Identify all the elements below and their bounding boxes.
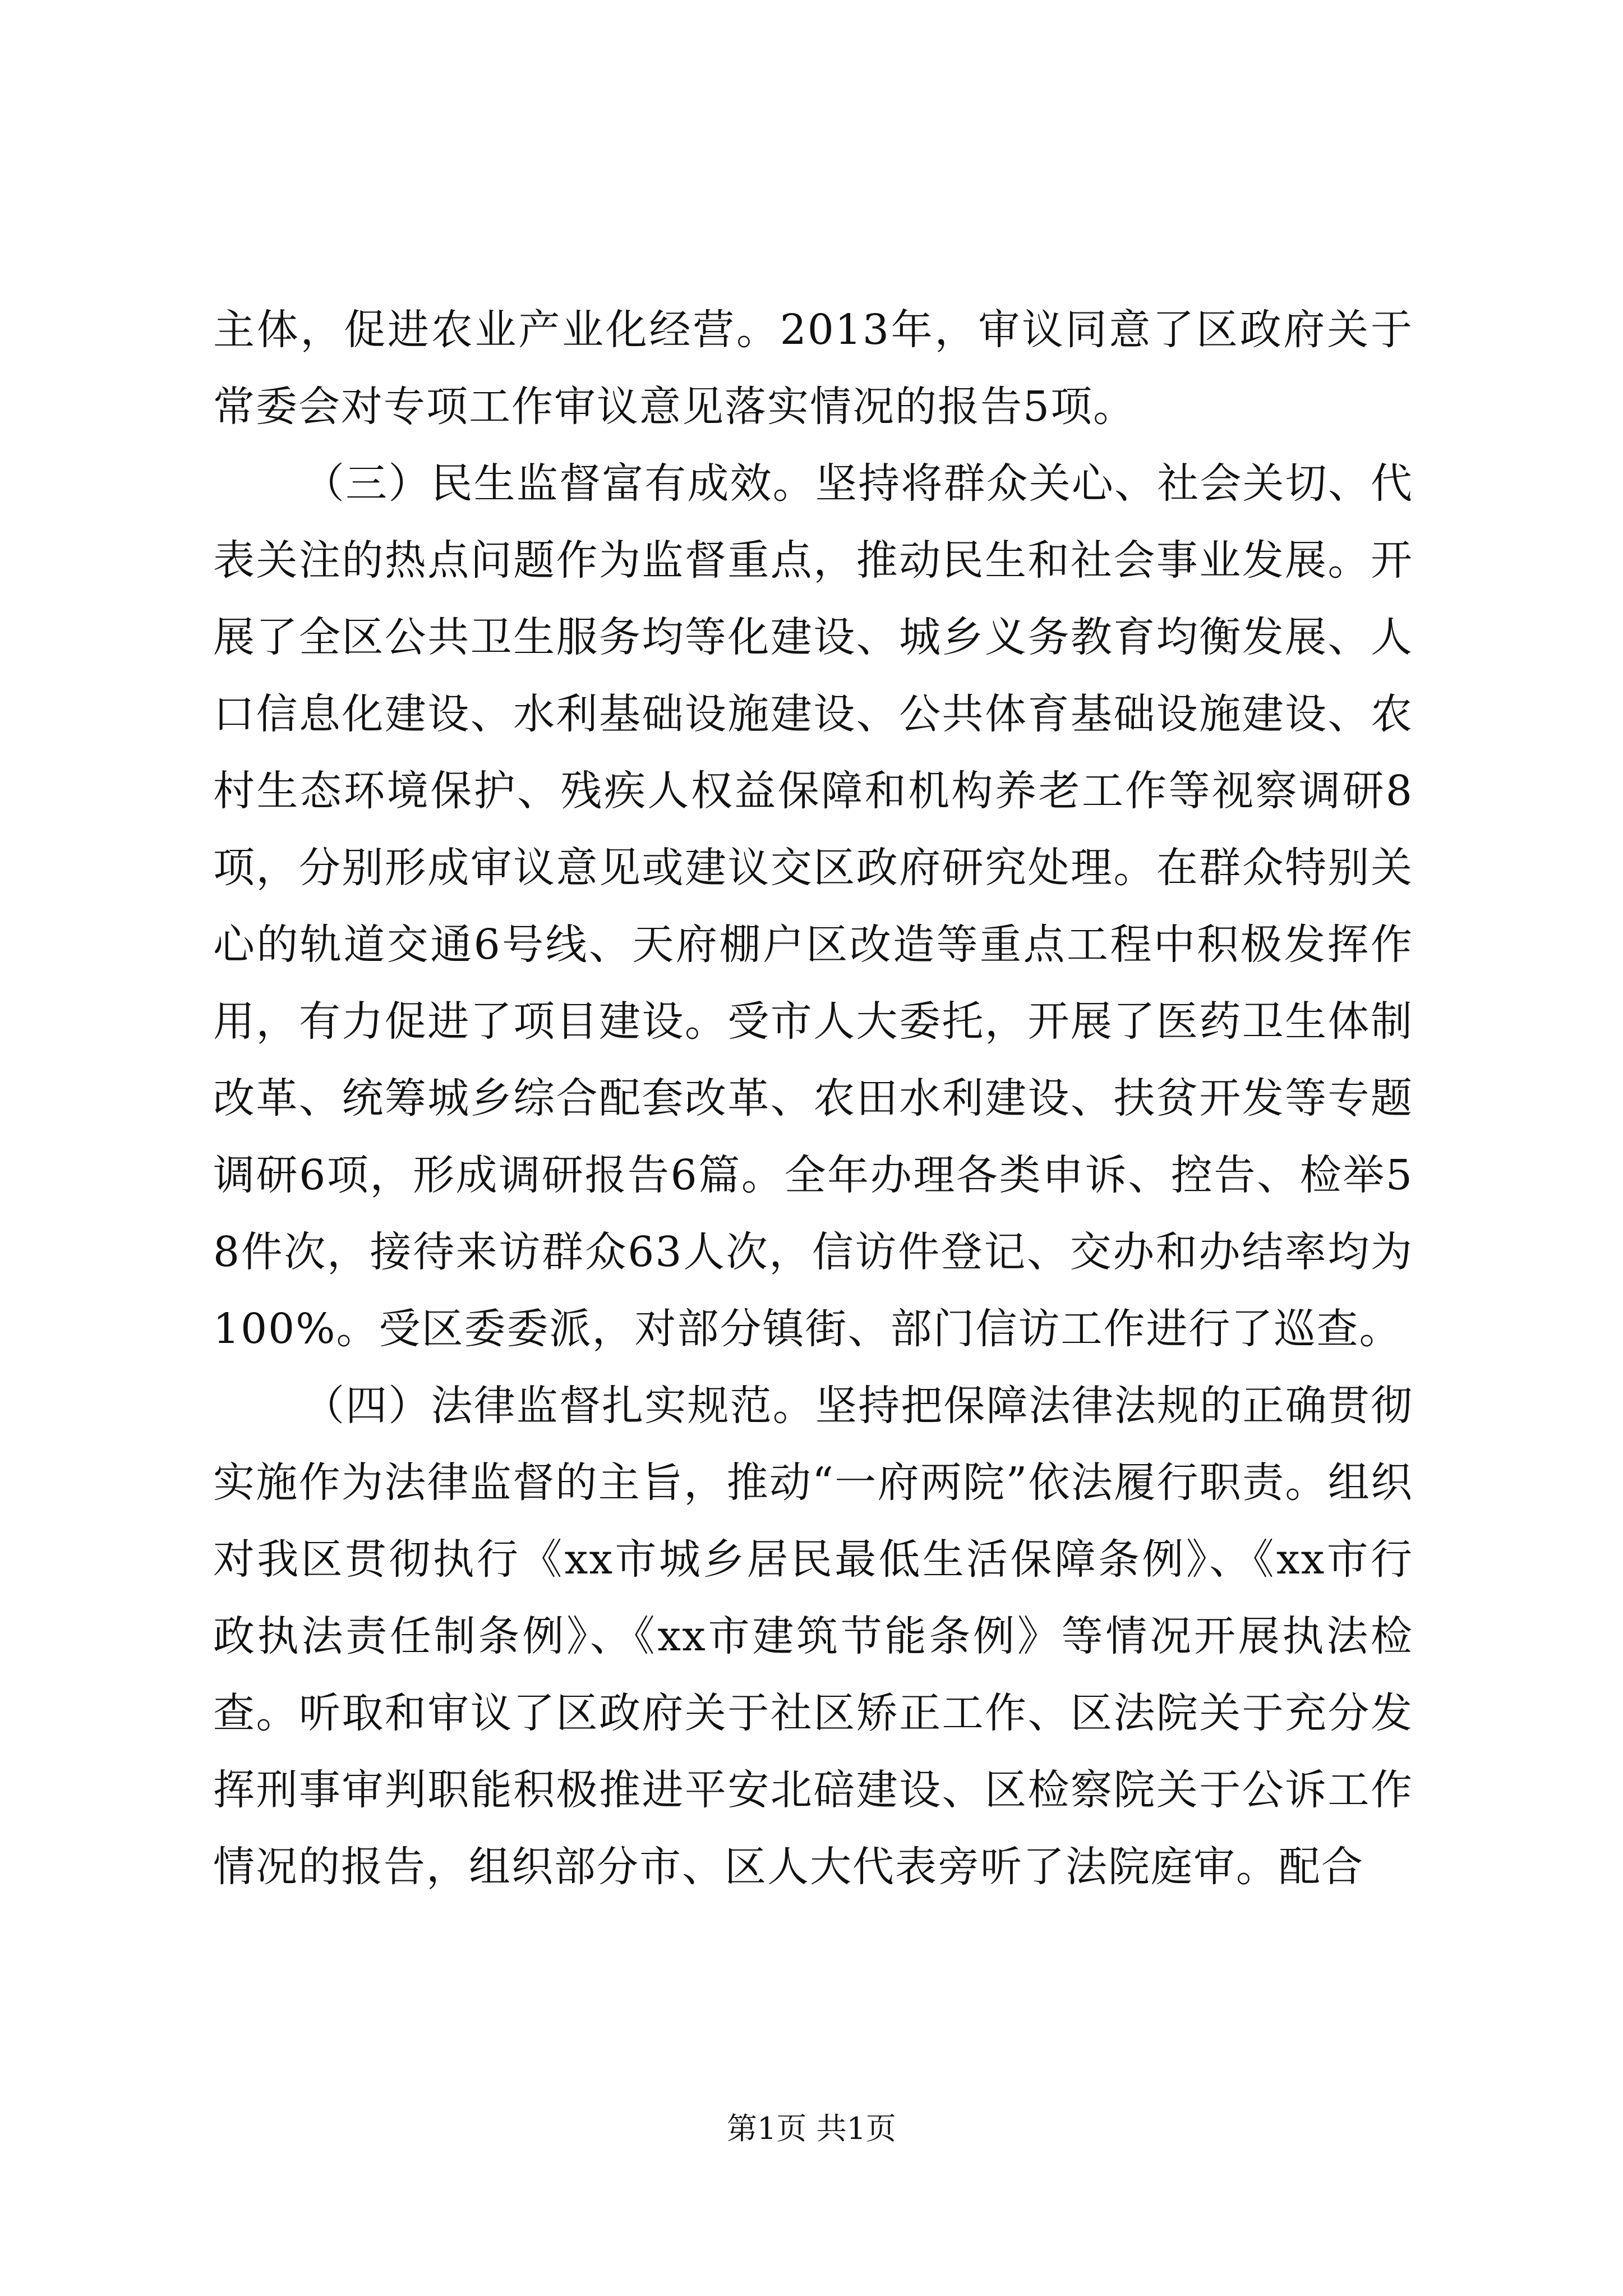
paragraph-legal-supervision: （四）法律监督扎实规范。坚持把保障法律法规的正确贯彻实施作为法律监督的主旨，推动“一府两院”依法履行职责。组织对我区贯彻执行《xx市城乡居民最低生活保障条例》、《xx市行政执法责任制条例》、《xx市建筑节能条例》等情况开展执法检查。听取和审议了区政府关于社区矫正工作、区法院关于充分发挥刑事审判职能积极推进平安北碚建设、区检察院关于公诉工作情况的报告，组织部分市、区人大代表旁听了法院庭审。配合 xyxy=(213,1382,1413,1891)
page-footer: 第1页 共1页 xyxy=(727,2111,896,2146)
paragraph-continuation: 主体，促进农业产业化经营。2013年，审议同意了区政府关于常委会对专项工作审议意见落实情况的报告5项。 xyxy=(213,306,1413,431)
paragraph-livelihood-supervision: （三）民生监督富有成效。坚持将群众关心、社会关切、代表关注的热点问题作为监督重点，推动民生和社会事业发展。开展了全区公共卫生服务均等化建设、城乡义务教育均衡发展、人口信息化建设、水利基础设施建设、公共体育基础设施建设、农村生态环境保护、残疾人权益保障和机构养老工作等视察调研8项，分别形成审议意见或建议交区政府研究处理。在群众特别关心的轨道交通6号线、天府棚户区改造等重点工程中积极发挥作用，有力促进了项目建设。受市人大委托，开展了医药卫生体制改革、统筹城乡综合配套改革、农田水利建设、扶贫开发等专题调研6项，形成调研报告6篇。全年办理各类申诉、控告、检举58件次，接待来访群众63人次，信访件登记、交办和办结率均为100%。受区委委派，对部分镇街、部门信访工作进行了巡查。 xyxy=(213,459,1413,1353)
document-body xyxy=(213,292,1413,1906)
